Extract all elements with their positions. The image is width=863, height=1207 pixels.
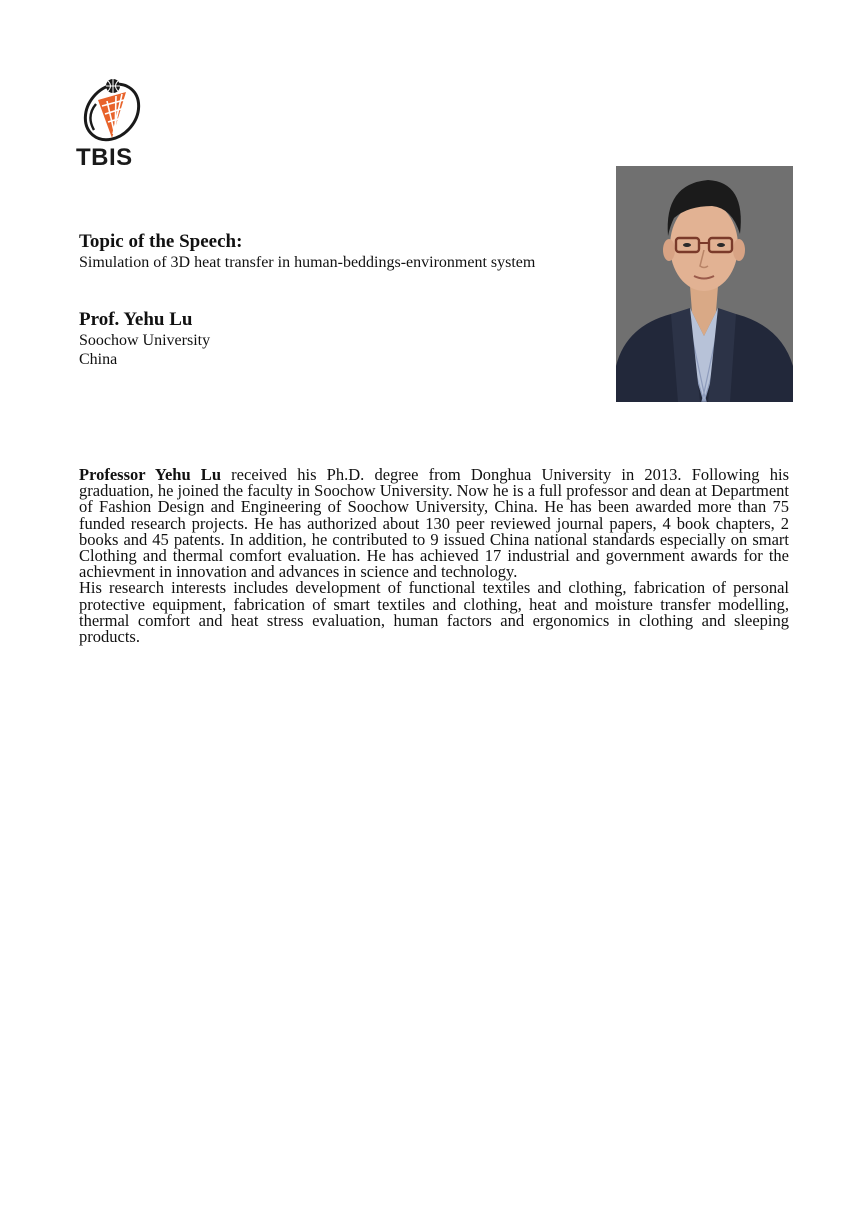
tbis-logo [76, 76, 150, 174]
speaker-portrait-icon [616, 166, 793, 402]
tbis-logo-icon [76, 76, 150, 146]
speaker-affiliation [79, 331, 210, 369]
tbis-logo-text: TBIS [76, 144, 133, 171]
bio-paragraph-2: His research interests includes development of functional textiles and clothing, fabrication of personal protective equipment, fabrication of smart textiles and clothing, heat and moisture transfer modelling, thermal comfort and heat stress evaluation, human factors and ergonomics in clothing and sleeping products. [79, 578, 789, 647]
speaker-photo [616, 166, 793, 402]
speaker-country: China [79, 351, 118, 368]
bio-paragraph-1-text: received his Ph.D. degree from Donghua University in 2013. Following his graduation, he joined the faculty in Soochow University. Now he is a full professor and dean at Department of Fashion Design and Engineering of Soochow University, China. He has been awarded more than 75 funded research projects. He has authorized about 130 peer reviewed journal papers, 4 book chapters, 2 books and 45 patents. In addition, he contributed to 9 issued China national standards especially on smart Clothing and thermal comfort evaluation. He has achieved 17 industrial and government awards for the achievment in innovation and advances in science and technology. [79, 465, 790, 582]
bio-lead-name: Professor Yehu Lu [79, 465, 221, 484]
speaker-biography [79, 467, 789, 645]
speech-title: Simulation of 3D heat transfer in human-beddings-environment system [79, 254, 536, 271]
topic-heading: Topic of the Speech: [79, 231, 243, 252]
speaker-name: Prof. Yehu Lu [79, 309, 193, 330]
bio-paragraph-1 [79, 467, 789, 580]
speaker-university: Soochow University [79, 332, 211, 349]
